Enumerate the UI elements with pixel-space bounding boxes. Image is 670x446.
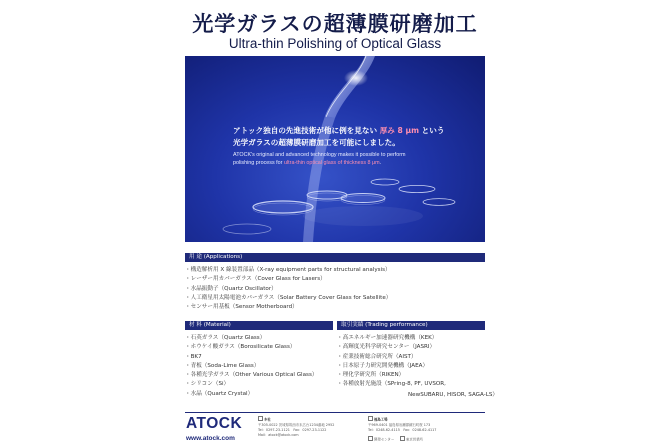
list-item: ・各種放射光施設（SPring-8, PF, UVSOR, bbox=[337, 381, 446, 388]
list-item: ・人工衛星用太陽電池カバーガラス（Solar Battery Cover Glass for Satellite） bbox=[185, 294, 392, 301]
checkbox-icon bbox=[368, 416, 373, 421]
list-item: ・各種光学ガラス（Other Various Optical Glass） bbox=[185, 372, 318, 379]
office-bottom-right bbox=[400, 436, 423, 442]
hero-caption-jp bbox=[233, 125, 483, 149]
list-item: ・センサー用基板（Sensor Motherboard） bbox=[185, 304, 298, 311]
checkbox-icon bbox=[368, 436, 373, 441]
trading-header: 取引実績 (Trading performance) bbox=[337, 321, 485, 330]
dev-center-label: 開発センター bbox=[374, 437, 395, 442]
office-address-2 bbox=[368, 416, 436, 433]
office-bottom-left bbox=[368, 436, 394, 442]
trading-continuation: NewSUBARU, HISOR, SAGA-LS） bbox=[408, 392, 498, 398]
materials-list bbox=[185, 334, 317, 399]
website-link[interactable]: www.atock.com bbox=[186, 435, 235, 442]
hero-en-line1: ATOCK's original and advanced technology makes it possible to perform bbox=[233, 152, 406, 158]
hero-en-text: polishing process for bbox=[233, 160, 283, 166]
office-2-address: 〒969-0401 福島県岩瀬郡鏡石町桜 173 bbox=[368, 422, 431, 427]
list-item: ・産業技術総合研究所（AIST） bbox=[337, 353, 417, 360]
hero-jp-highlight: 厚み 8 μm bbox=[379, 126, 419, 135]
applications-list bbox=[185, 266, 391, 312]
list-item: ・レーザー用カバーガラス（Cover Glass for Lasers） bbox=[185, 276, 326, 283]
list-item: ・高エネルギー加速器研究機構（KEK） bbox=[337, 335, 438, 341]
list-item: ・石英ガラス（Quartz Glass） bbox=[185, 335, 266, 341]
atock-logo: ATOCK bbox=[186, 415, 243, 432]
office-1-mail[interactable]: Mail：atock@atock.com bbox=[258, 433, 299, 438]
office-address-1 bbox=[258, 416, 334, 439]
list-item: ・日本原子力研究開発機構（JAEA） bbox=[337, 362, 429, 369]
hero-image bbox=[185, 56, 485, 242]
page-title-jp: 光学ガラスの超薄膜研磨加工 bbox=[192, 12, 478, 36]
office-1-address: 〒305-0022 茨城県筑西市末広台1234番地 2952 bbox=[258, 422, 335, 427]
list-item: ・水晶（Quartz Crystal） bbox=[185, 390, 254, 397]
office-2-name: 福島工場 bbox=[374, 417, 388, 422]
office-1-phone: Tel：0297-23-1121 Fax：0297-23-1122 bbox=[258, 428, 327, 433]
checkbox-icon bbox=[400, 436, 405, 441]
list-item: ・シリコン（Si） bbox=[185, 381, 230, 388]
applications-header: 用 途 (Applications) bbox=[185, 253, 485, 262]
list-item: ・BK7 bbox=[185, 353, 202, 360]
checkbox-icon bbox=[258, 416, 263, 421]
list-item: ・水晶振動子（Quartz Oscillator） bbox=[185, 285, 277, 292]
hero-en-period: . bbox=[379, 160, 382, 166]
list-item: ・青板（Soda-Lime Glass） bbox=[185, 362, 260, 369]
hero-en-highlight: ultra-thin optical glass of thickness 8 μm bbox=[283, 160, 380, 166]
page-title-en: Ultra-thin Polishing of Optical Glass bbox=[228, 36, 442, 51]
trading-list bbox=[337, 334, 446, 390]
tokyo-office-label: 東京営業所 bbox=[406, 437, 423, 442]
list-item: ・理化学研究所（RIKEN） bbox=[337, 372, 405, 379]
footer-divider bbox=[185, 412, 485, 413]
office-1-name: 本社 bbox=[264, 417, 271, 422]
materials-header: 材 料 (Material) bbox=[185, 321, 333, 330]
hero-caption-en bbox=[233, 151, 483, 167]
hero-jp-line2: 光学ガラスの超薄膜研磨加工を可能にしました。 bbox=[233, 138, 400, 147]
hero-jp-text-end: という bbox=[421, 126, 445, 135]
hero-jp-text: アトック独自の先進技術が他に例を見ない bbox=[233, 126, 378, 135]
list-item: ・高輝度光科学研究センター（JASRI） bbox=[337, 344, 436, 351]
glass-illustration bbox=[185, 56, 485, 242]
list-item: ・構造解析用 X 線装置部品（X-ray equipment parts for structural analysis） bbox=[185, 267, 391, 273]
list-item: ・ホウケイ酸ガラス（Borosilicate Glass） bbox=[185, 344, 296, 351]
office-2-phone: Tel：0248-62-4115 Fax：0248-62-4117 bbox=[368, 428, 437, 433]
